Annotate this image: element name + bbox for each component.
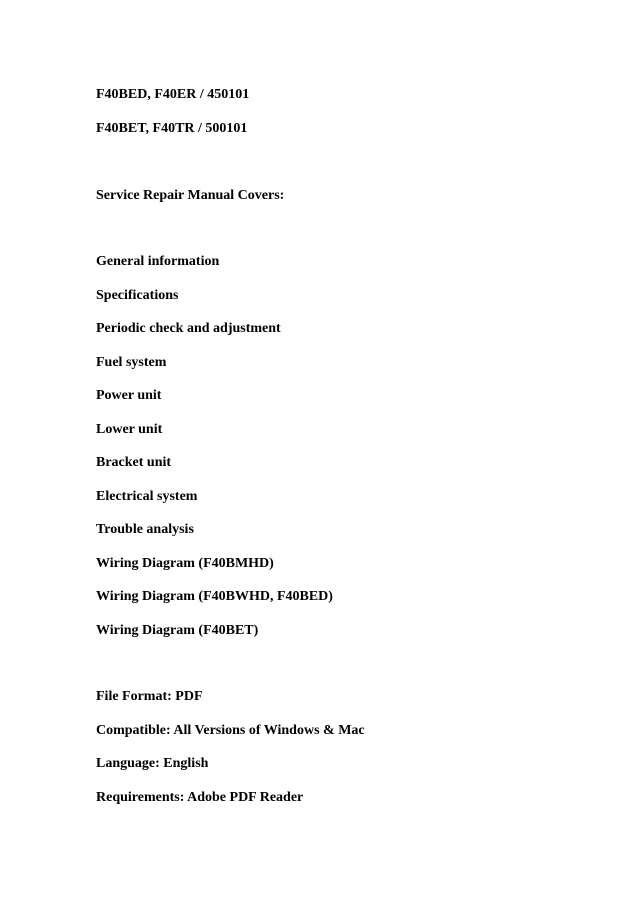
- file-format-line: File Format: PDF: [96, 689, 203, 704]
- cover-item-specifications: Specifications: [96, 288, 179, 303]
- cover-item-fuel-system: Fuel system: [96, 355, 167, 370]
- cover-item-power-unit: Power unit: [96, 388, 162, 403]
- model-line-2: F40BET, F40TR / 500101: [96, 121, 248, 136]
- compatibility-line: Compatible: All Versions of Windows & Mac: [96, 723, 365, 738]
- covers-heading: Service Repair Manual Covers:: [96, 188, 285, 203]
- requirements-line: Requirements: Adobe PDF Reader: [96, 790, 304, 805]
- cover-item-wiring-diagram-2: Wiring Diagram (F40BWHD, F40BED): [96, 589, 333, 604]
- model-line-1: F40BED, F40ER / 450101: [96, 87, 250, 102]
- cover-item-bracket-unit: Bracket unit: [96, 455, 172, 470]
- cover-item-wiring-diagram-1: Wiring Diagram (F40BMHD): [96, 556, 274, 571]
- cover-item-wiring-diagram-3: Wiring Diagram (F40BET): [96, 623, 259, 638]
- cover-item-periodic-check: Periodic check and adjustment: [96, 321, 281, 336]
- cover-item-general-information: General information: [96, 254, 220, 269]
- cover-item-electrical-system: Electrical system: [96, 489, 198, 504]
- cover-item-trouble-analysis: Trouble analysis: [96, 522, 194, 537]
- cover-item-lower-unit: Lower unit: [96, 422, 163, 437]
- language-line: Language: English: [96, 756, 209, 771]
